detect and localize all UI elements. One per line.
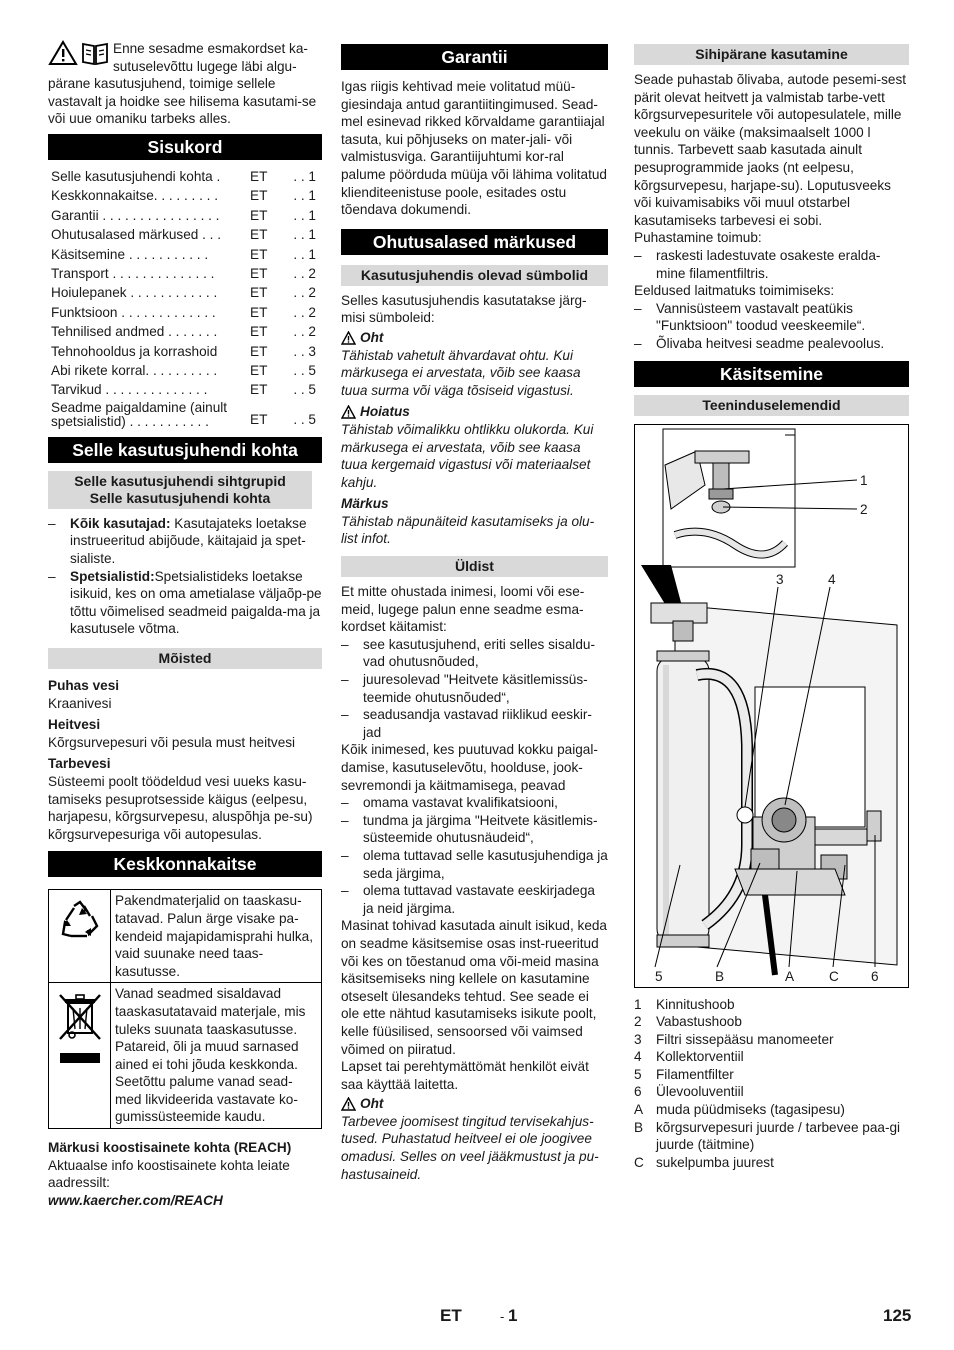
toc-entry-page: . . 2 — [293, 324, 316, 340]
legend-item — [634, 1101, 909, 1119]
legend-key: 2 — [634, 1014, 642, 1030]
footer-section: - 1 — [500, 1306, 518, 1325]
toc-entry-page: . . 2 — [293, 266, 316, 281]
note-label: Märkus — [341, 496, 389, 512]
term-label: Puhas vesi — [48, 678, 120, 693]
toc-entry-page: . . 1 — [293, 168, 316, 184]
toc-entry[interactable] — [48, 207, 322, 226]
figure-label-C: C — [829, 968, 839, 984]
legend-item — [634, 1083, 909, 1101]
toc-entry-title: Tarvikud . . . . . . . . . . . . . . — [51, 382, 208, 398]
toc-entry[interactable] — [48, 362, 322, 381]
toc-entry-title: Ohutusalased märkused . . . — [51, 227, 222, 243]
warranty-heading: Garantii — [341, 44, 608, 70]
prereq-list — [634, 300, 909, 353]
list-item: – see kasutusjuhend, eriti selles sisaldu-vad ohutusnõuded, — [341, 636, 608, 671]
note-text: Tähistab näpunäiteid kasutamiseks ja olu-list infot. — [341, 513, 595, 547]
toc-entry-lang: ET — [250, 343, 268, 359]
intended-use-heading: Sihipärane kasutamine — [634, 44, 909, 65]
cleaning-intro: Puhastamine toimub: — [634, 230, 762, 246]
toc-entry-page: . . 5 — [293, 382, 316, 398]
general-heading: Üldist — [341, 556, 608, 577]
column-left — [48, 40, 322, 1209]
controls-figure — [634, 424, 909, 988]
term-label: Tarbevesi — [48, 756, 111, 772]
toc-entry-lang: ET — [250, 363, 268, 379]
toc-entry-title: Tehnohooldus ja korrashoid — [51, 343, 218, 359]
controls-heading: Teeninduselemendid — [634, 395, 909, 416]
intro-icons — [48, 40, 109, 75]
legend-text: Kinnitushoob — [656, 996, 735, 1012]
toc-entry-last-lang: ET — [250, 412, 268, 428]
toc-entry-title: Tehnilised andmed . . . . . . . — [51, 324, 218, 340]
environment-disposal-text: Vanad seadmed sisaldavad taaskasutatavaid materjale, mis tuleks suunata taaskasutusse. Patareid, õli ja muud sarnased ained ei tohi jõuda keskkonda. Seetõttu palume vanad sead-med likvideerida vastavate ko-gumissüsteemide kaudu. — [111, 983, 322, 1129]
list-item — [48, 515, 322, 568]
intro-line-2: sutuselevõttu lugege läbi algu- — [113, 58, 297, 74]
warning-triangle-icon — [341, 405, 356, 419]
reach-heading: Märkusi koostisainete kohta (REACH) — [48, 1140, 292, 1156]
legend-key: 4 — [634, 1049, 642, 1065]
term-text: Kõrgsurvepesuri või pesula must heitvesi — [48, 734, 296, 750]
toc-entry-page: . . 2 — [293, 285, 316, 301]
environment-heading: Keskkonnakaitse — [48, 851, 322, 877]
symbols-heading: Kasutusjuhendis olevad sümbolid — [341, 265, 608, 286]
legend-item — [634, 996, 909, 1014]
figure-label-5: 5 — [655, 968, 663, 984]
toc-heading: Sisukord — [48, 134, 322, 160]
list-item: – juuresolevad "Heitvete käsitlemissüs-teemide ohutusnõuded“, — [341, 671, 608, 706]
legend-item — [634, 1031, 909, 1049]
equipment-illustration — [635, 425, 909, 988]
table-row — [49, 983, 322, 1129]
legend-item — [634, 1154, 909, 1172]
toc-entry-page: . . 1 — [293, 246, 316, 262]
legend-text: sukelpumba juurest — [656, 1154, 774, 1170]
toc-entry-lang: ET — [250, 207, 268, 223]
list-item: – olema tuttavad vastavate eeskirjadega ja neid järgima. — [341, 882, 608, 917]
caution-text: Tähistab võimalikku ohtlikku olukorda. Kui märkusega ei arvestata, võib see kaasa tuua kergemaid vigastusi või materiaalset kahju. — [341, 421, 594, 490]
target-group-text: Spetsialistideks loetakse isikuid, kes on oma ametialase väljaõp-pe tõttu võimelised seadmeid paigalda-ma ja kasutusele võtma. — [70, 568, 322, 637]
legend-key: 1 — [634, 996, 642, 1012]
toc-entry-lang: ET — [250, 285, 268, 301]
legend-key: 5 — [634, 1066, 642, 1082]
list-item: – Õlivaba heitvesi seadme pealevoolus. — [634, 335, 909, 353]
list-item: – Vannisüsteem vastavalt peatükis "Funktsioon" toodud veeskeemile“. — [634, 300, 909, 335]
legend-text: Filtri sissepääsu manomeeter — [656, 1031, 834, 1047]
toc-entry-title: Funktsioon . . . . . . . . . . . . . — [51, 304, 216, 320]
about-subheading-line2: Selle kasutusjuhendi kohta — [89, 489, 271, 506]
toc-entry-lang: ET — [250, 324, 268, 340]
list-item: – omama vastavat kvalifikatsiooni, — [341, 794, 608, 812]
general-list — [341, 636, 608, 742]
persons-intro: Kõik inimesed, kes puutuvad kokku paigal-damise, kasutuselevõtu, hoolduse, jook-sevremondi ja käitmamisega, peavad — [341, 742, 598, 793]
caution-label-row — [341, 403, 608, 421]
persons-list — [341, 794, 608, 917]
column-right — [634, 44, 909, 1171]
crossed-bin-icon — [56, 991, 104, 1071]
machine-users-text: Masinat tohivad kasutada ainult isikud, keda on seadme käsitsemise osas inst-rueeritud või kes on tõestanud oma või-meid masina käsitsemiseks ning kellele on kasutamine otseselt ülesandeks tehtud. See seade ei ole ette nähtud kasutamiseks isikute poolt, kelle füüsilised, sensoorsed või vaimsed võimed on piiratud. — [341, 918, 607, 1057]
warning-triangle-icon — [341, 331, 356, 345]
children-text: Lapset tai perehtymättömät henkilöt eivät saa käyttää laitetta. — [341, 1059, 589, 1092]
manual-book-icon — [81, 40, 109, 66]
toc-entry-lang: ET — [250, 227, 268, 243]
legend-text: Filamentfilter — [656, 1066, 734, 1082]
target-group-text: Kasutajateks loetakse instrueeritud abijõude, käitajaid ja spet-sialiste. — [70, 515, 307, 567]
legend-item — [634, 1048, 909, 1066]
toc-entry-page: . . 3 — [293, 343, 316, 359]
danger-text: Tähistab vahetult ähvardavat ohtu. Kui märkusega ei arvestata, võib see kaasa tuua surma või väga tõsiseid vigastusi. — [341, 347, 581, 398]
term-text: Süsteemi poolt töödeldud vesi uueks kasu-tamiseks pesuprotsesside käigus (eelpesu, harjapesu, kõrgsurvepesu, aluspõhja pe-su) kõrgsurvepesuriga või autopesulas. — [48, 773, 313, 842]
toc-entry-title: Transport . . . . . . . . . . . . . . — [51, 266, 215, 281]
about-subheading — [48, 471, 312, 509]
toc-entry[interactable] — [48, 187, 322, 206]
intro-line-1: Enne sesadme esmakordset ka- — [113, 41, 308, 56]
legend-key: A — [634, 1102, 644, 1118]
toc-entry[interactable] — [48, 265, 322, 284]
warranty-text: Igas riigis kehtivad meie volitatud müü-giesindaja antud garantiitingimused. Sead-mel esinevad rikked kõrvaldame garantiiajal tasuta, kui põhjuseks on mater-jali- või valmistusviga. Garantiijuhtumi kor-ral palume pöörduda müüja või lähima volitatud klienditeenistuse poole, esitades ostu tõendava dokumendi. — [341, 79, 607, 218]
list-item: – tundma ja järgima "Heitvete käsitlemis-süsteemide ohutusnäudeid“, — [341, 812, 608, 847]
footer-language: ET — [440, 1306, 462, 1325]
legend-key: C — [634, 1154, 644, 1170]
danger2-label: Oht — [360, 1096, 384, 1112]
toc-entry-title: Abi rikete korral. . . . . . . . . . — [51, 363, 218, 379]
figure-label-B: B — [715, 968, 725, 984]
toc-entry-page: . . 1 — [293, 207, 316, 223]
legend-key: 6 — [634, 1084, 642, 1100]
term-label: Heitvesi — [48, 717, 101, 733]
legend-key: B — [634, 1119, 644, 1135]
caution-label: Hoiatus — [360, 404, 410, 420]
toc-entry-page: . . 5 — [293, 363, 316, 379]
toc-entry[interactable] — [48, 343, 322, 362]
toc-entry-page: . . 1 — [293, 227, 316, 243]
toc-entry[interactable] — [48, 284, 322, 303]
toc-entry-lang: ET — [250, 168, 268, 184]
term-text: Kraanivesi — [48, 695, 112, 711]
toc-entry-lang: ET — [250, 382, 268, 398]
toc-entry-last-page: . . 5 — [293, 412, 316, 428]
list-item: – raskesti ladestuvate osakeste eralda-mine filamentfiltris. — [634, 247, 909, 282]
danger2-text: Tarbevee joomisest tingitud tervisekahjus-tused. Puhastatud heitveel ei ole joogivee omadusi. Selles on veel jääkmustust ja pu-hastusaineid. — [341, 1113, 599, 1182]
recycle-icon — [57, 898, 103, 944]
target-group-list — [48, 515, 322, 638]
figure-label-A: A — [785, 968, 795, 984]
toc-entry-page: . . 1 — [293, 188, 316, 204]
legend-key: 3 — [634, 1031, 642, 1047]
environment-table — [48, 889, 322, 1129]
toc-entry-lang: ET — [250, 266, 268, 281]
intro-rest: pärane kasutusjuhend, toimige sellele vastavalt ja hoidke see hilisema kasutami-se või uue omaniku tarbeks alles. — [48, 76, 317, 127]
warning-triangle-icon — [341, 1097, 356, 1111]
toc-entry-page: . . 2 — [293, 304, 316, 320]
warning-triangle-icon — [48, 40, 78, 66]
figure-label-1: 1 — [860, 472, 868, 488]
legend-text: Kollektorventiil — [656, 1049, 744, 1065]
toc-entry[interactable] — [48, 323, 322, 342]
toc-entry-title: Garantii . . . . . . . . . . . . . . . . — [51, 207, 220, 223]
legend-item — [634, 1066, 909, 1084]
cleaning-list — [634, 247, 909, 282]
toc-entry[interactable] — [48, 246, 322, 265]
general-intro: Et mitte ohustada inimesi, loomi või ese-meid, lugege palun enne seadme esma-kordset käitamist: — [341, 584, 585, 635]
reach-text: Aktuaalse info koostisainete kohta leiate aadressilt: — [48, 1157, 290, 1191]
terms-heading: Mõisted — [48, 648, 322, 669]
toc-entry[interactable] — [48, 381, 322, 400]
legend-item — [634, 1119, 909, 1154]
list-item — [48, 568, 322, 638]
figure-label-3: 3 — [776, 571, 784, 587]
danger-label: Oht — [360, 329, 384, 345]
toc-entry-title: Keskkonnakaitse. . . . . . . . . — [51, 188, 218, 204]
toc-entry-lang: ET — [250, 304, 268, 320]
danger-label-row — [341, 329, 608, 347]
figure-label-2: 2 — [860, 501, 868, 517]
operation-heading: Käsitsemine — [634, 361, 909, 387]
toc-entry-last-line1: Seadme paigaldamine (ainult — [51, 400, 228, 415]
legend-text: Vabastushoob — [656, 1014, 742, 1030]
intended-use-text: Seade puhastab õlivaba, autode pesemi-sest pärit olevat heitvett ja valmistab tarbe-vett kõrgsurvepesuritele või autopesulatele, mille veekulu on väike (maksimaalselt 1000 l tunnis. Tarbevett saab kasutada ainult pesuprogrammide jaoks (nt eelpesu, kõrgsurvepesu, harjape-su). Loputusveeks või kuivamisabiks või muul otstarbel kasutamiseks tarbevesi ei sobi. — [634, 72, 907, 228]
intro-first-lines — [113, 40, 308, 75]
toc-entry-title: Selle kasutusjuhendi kohta . — [51, 168, 221, 184]
about-subheading-line1: Selle kasutusjuhendi sihtgrupid — [74, 472, 286, 489]
intro-notice — [48, 40, 322, 75]
toc-entry[interactable] — [48, 304, 322, 323]
toc-entry[interactable] — [48, 168, 322, 187]
toc-entry-title: Käsitsemine . . . . . . . . . . . — [51, 246, 209, 262]
toc-entry-title: Hoiulepanek . . . . . . . . . . . . — [51, 285, 218, 301]
list-item: – seadusandja vastavad riiklikud eeskir-jad — [341, 706, 608, 741]
target-group-label: Kõik kasutajad: — [70, 515, 171, 531]
reach-link[interactable]: www.kaercher.com/REACH — [48, 1192, 223, 1208]
legend-text: Ülevooluventiil — [656, 1084, 744, 1100]
toc-entry-lang: ET — [250, 246, 268, 262]
danger2-label-row — [341, 1095, 608, 1113]
list-item: – olema tuttavad selle kasutusjuhendiga ja seda järgima, — [341, 847, 608, 882]
toc-entry-last[interactable] — [48, 401, 322, 431]
target-group-label: Spetsialistid: — [70, 568, 155, 584]
figure-legend — [634, 996, 909, 1172]
toc-entry-last-line2: spetsialistid) . . . . . . . . . . . — [51, 413, 209, 429]
table-of-contents — [48, 168, 322, 431]
footer-section-number: 1 — [507, 1306, 518, 1325]
legend-text: muda püüdmiseks (tagasipesu) — [656, 1102, 845, 1118]
toc-entry[interactable] — [48, 226, 322, 245]
legend-item — [634, 1013, 909, 1031]
safety-heading: Ohutusalased märkused — [341, 229, 608, 255]
prereq-intro: Eeldused laitmatuks toimimiseks: — [634, 283, 835, 299]
symbols-intro: Selles kasutusjuhendis kasutatakse järg-misi sümboleid: — [341, 292, 587, 326]
legend-text: kõrgsurvepesuri juurde / tarbevee paa-gi juurde (täitmine) — [656, 1119, 901, 1153]
toc-entry-lang: ET — [250, 188, 268, 204]
environment-packaging-text: Pakendmaterjalid on taaskasu-tatavad. Palun ärge visake pa-kendeid majapidamisprahi hulka, vaid suunake need taas-kasutusse. — [111, 890, 322, 983]
footer-page-number: 125 — [883, 1306, 912, 1325]
about-heading: Selle kasutusjuhendi kohta — [48, 437, 322, 463]
figure-label-4: 4 — [828, 571, 836, 587]
table-row — [49, 890, 322, 983]
figure-label-6: 6 — [871, 968, 879, 984]
column-middle — [341, 44, 608, 1183]
